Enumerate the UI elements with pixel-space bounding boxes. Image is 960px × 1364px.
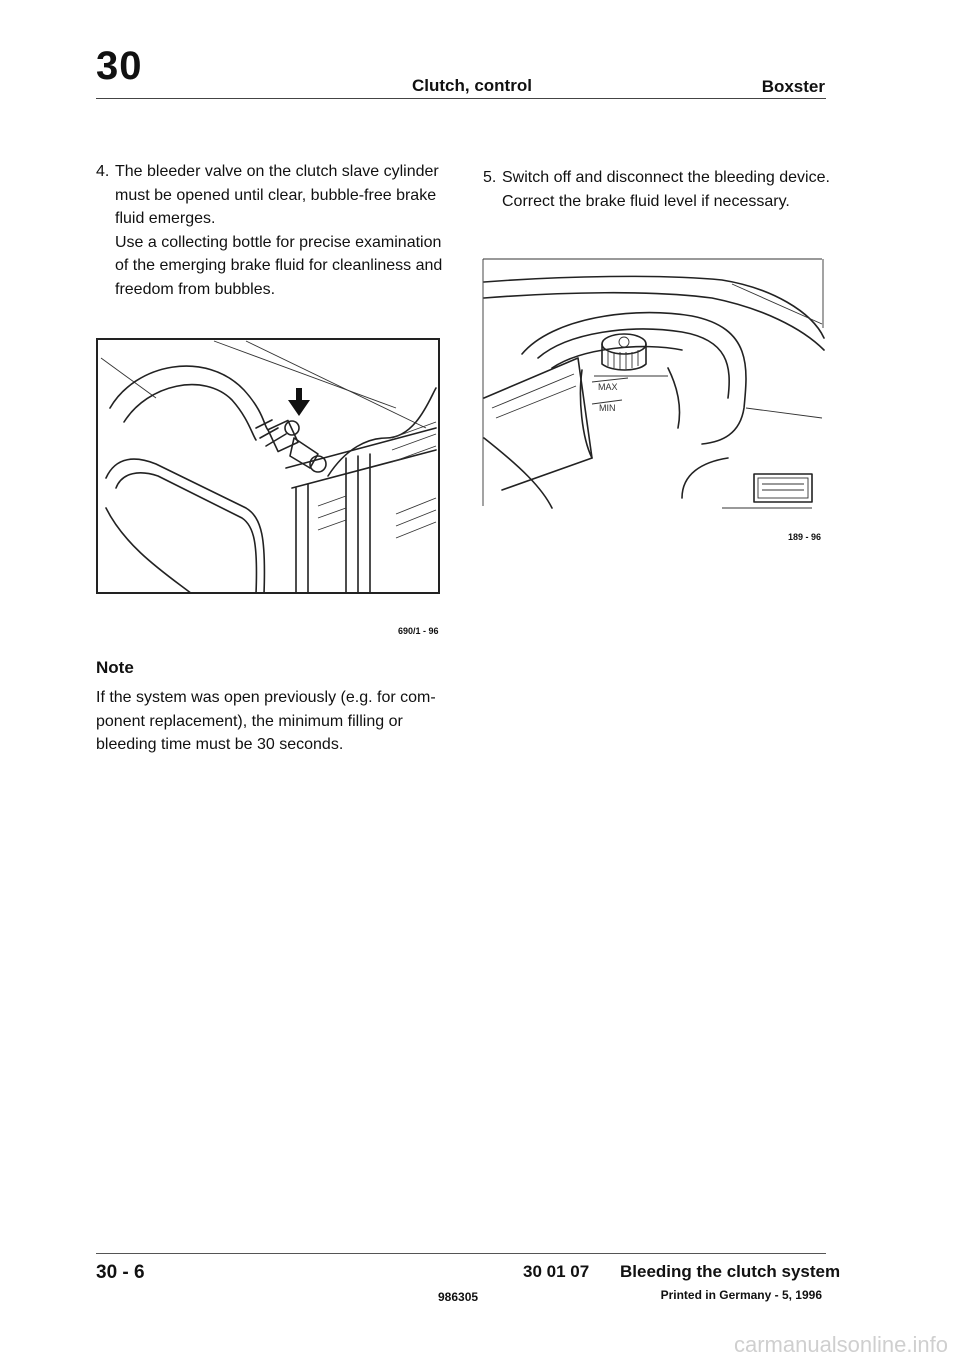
note-line: ponent replacement), the minimum filling or (96, 712, 403, 730)
note-title: Note (96, 658, 134, 677)
reservoir-illustration (482, 258, 826, 510)
document-number: 986305 (438, 1290, 479, 1304)
max-mark: MAX (598, 382, 618, 392)
step-5-line: Correct the brake fluid level if necessary. (502, 192, 790, 210)
step-4-line: fluid emerges. (115, 210, 216, 227)
note-line: bleeding time must be 30 seconds. (96, 736, 344, 753)
footer-rule (96, 1253, 826, 1254)
model-name: Boxster (761, 77, 825, 96)
step-4-line: freedom from bubbles. (115, 280, 276, 298)
note-line: If the system was open previously (e.g. for com- (96, 689, 436, 706)
step-4-line: The bleeder valve on the clutch slave cylinder (115, 163, 439, 180)
footer-title: Bleeding the clutch system (620, 1262, 841, 1281)
note-text (96, 686, 446, 757)
page-number: 30 - 6 (96, 1262, 145, 1283)
step-5-number: 5. (483, 169, 497, 186)
step-4 (96, 160, 446, 301)
figure-right-label: 189 - 96 (788, 532, 822, 542)
section-title: Clutch, control (412, 76, 532, 95)
step-4-number: 4. (96, 163, 110, 180)
step-4-line: of the emerging brake fluid for cleanliness and (115, 257, 443, 274)
section-code: 30 01 07 (523, 1262, 590, 1281)
watermark: carmanualsonline.info (733, 1332, 948, 1357)
step-4-line: Use a collecting bottle for precise examination (115, 233, 442, 251)
min-mark: MIN (599, 403, 616, 413)
step-4-line: must be opened until clear, bubble-free brake (115, 186, 437, 204)
chapter-number: 30 (96, 44, 143, 88)
bleeder-valve-illustration (96, 338, 440, 594)
header-rule (96, 98, 826, 99)
figure-left-label: 690/1 - 96 (398, 626, 439, 636)
step-5-line: Switch off and disconnect the bleeding device. (502, 169, 830, 186)
step-5 (483, 166, 833, 213)
printed-info: Printed in Germany - 5, 1996 (660, 1288, 822, 1302)
